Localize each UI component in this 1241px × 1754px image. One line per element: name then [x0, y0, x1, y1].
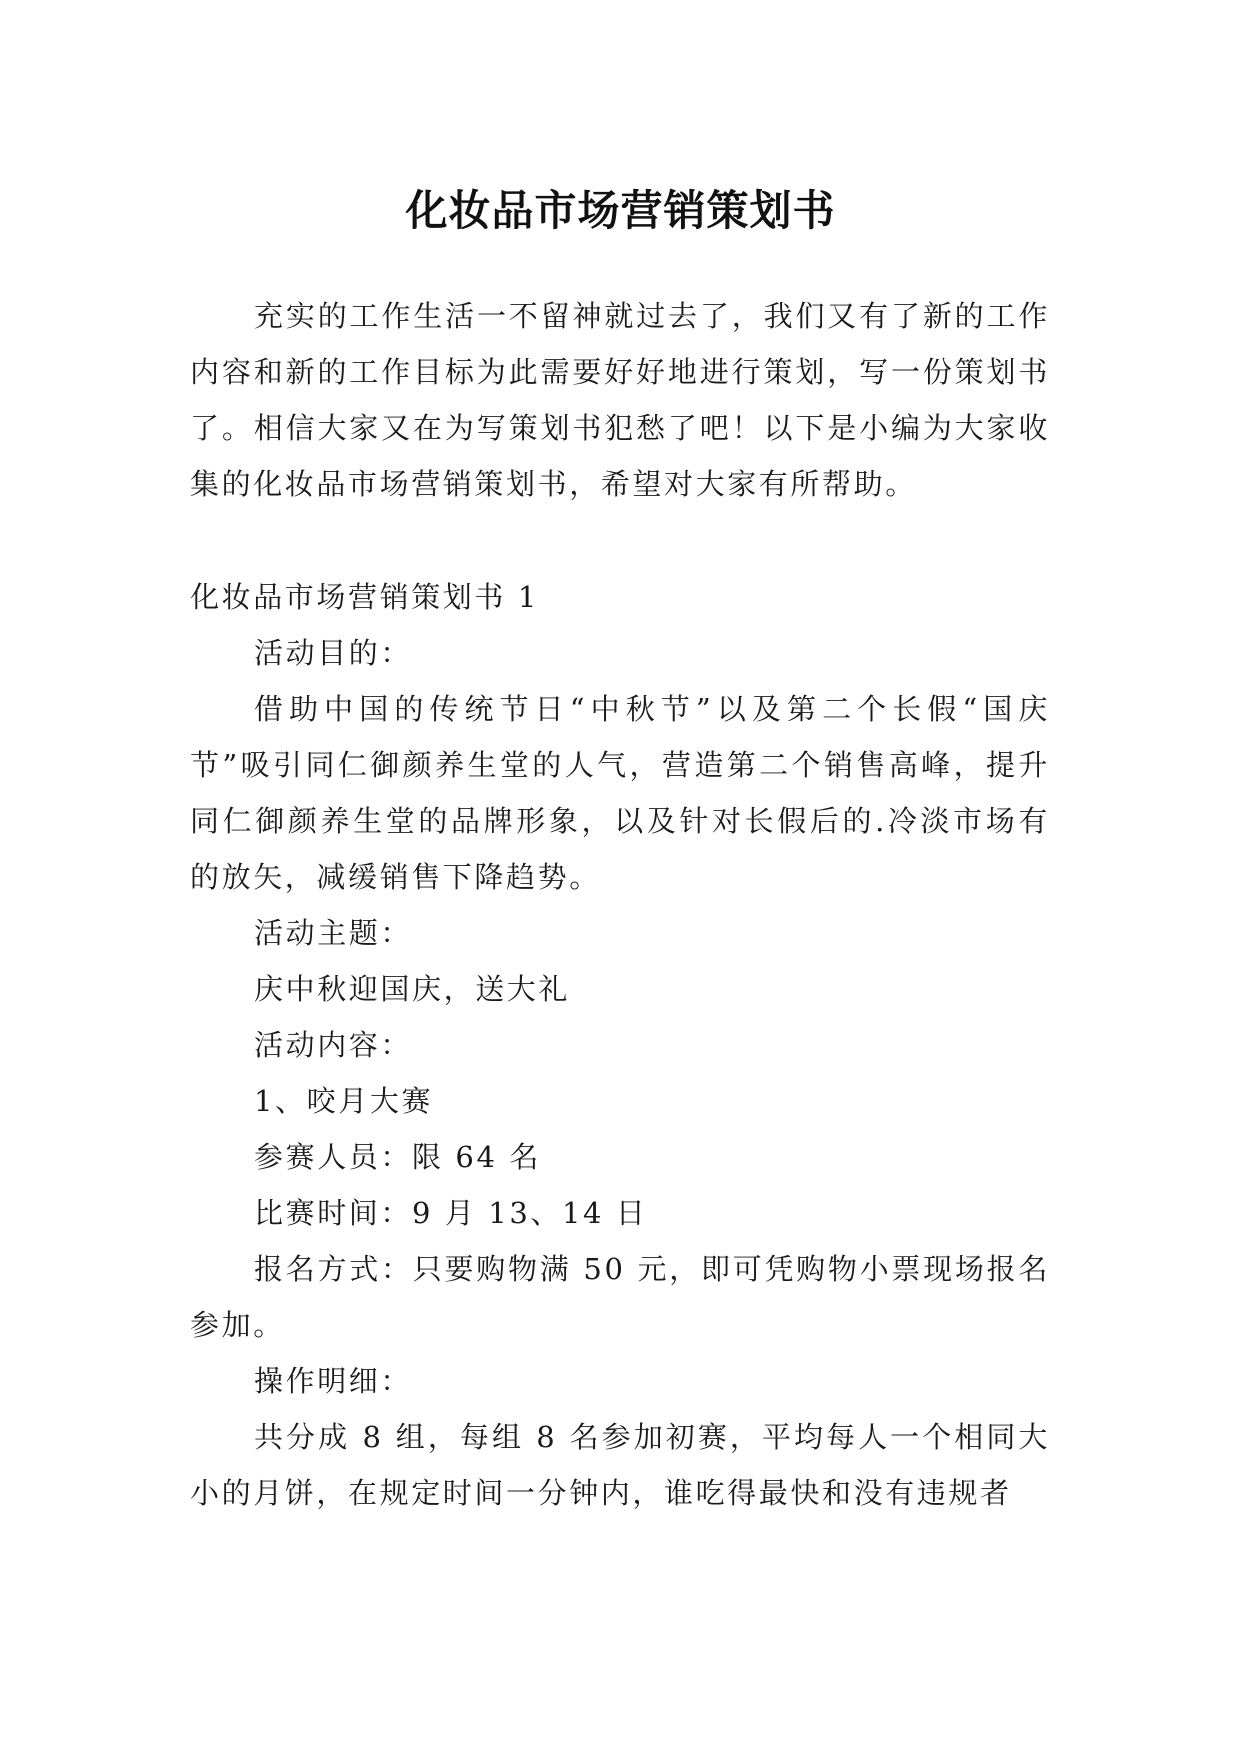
paragraph-details-label: 操作明细：	[254, 1364, 413, 1398]
section-heading: 化妆品市场营销策划书 1	[190, 580, 539, 614]
paragraph-time: 比赛时间：9 月 13、14 日	[254, 1196, 648, 1230]
paragraph-participants: 参赛人员：限 64 名	[254, 1140, 541, 1174]
intro-paragraph: 充实的工作生活一不留神就过去了，我们又有了新的工作内容和新的工作目标为此需要好好地进行策划，写一份策划书了。相信大家又在为写策划书犯愁了吧！以下是小编为大家收集的化妆品市场营销策划书，希望对大家有所帮助。	[190, 299, 1050, 501]
paragraph-content-label: 活动内容：	[254, 1028, 413, 1062]
paragraph-item-1: 1、咬月大赛	[254, 1084, 434, 1118]
paragraph-signup: 报名方式：只要购物满 50 元，即可凭购物小票现场报名参加。	[190, 1252, 1050, 1342]
paragraph-theme: 庆中秋迎国庆，送大礼	[254, 972, 571, 1006]
paragraph-details: 共分成 8 组，每组 8 名参加初赛，平均每人一个相同大小的月饼，在规定时间一分钟内，谁吃得最快和没有违规者	[190, 1420, 1050, 1510]
paragraph-purpose-label: 活动目的：	[254, 636, 413, 670]
document-title: 化妆品市场营销策划书	[405, 186, 836, 236]
document-body	[190, 288, 1050, 1521]
paragraph-purpose: 借助中国的传统节日“中秋节”以及第二个长假“国庆节”吸引同仁御颜养生堂的人气，营造第二个销售高峰，提升同仁御颜养生堂的品牌形象，以及针对长假后的.冷淡市场有的放矢，减缓销售下降趋势。	[190, 692, 1050, 894]
paragraph-theme-label: 活动主题：	[254, 916, 413, 950]
